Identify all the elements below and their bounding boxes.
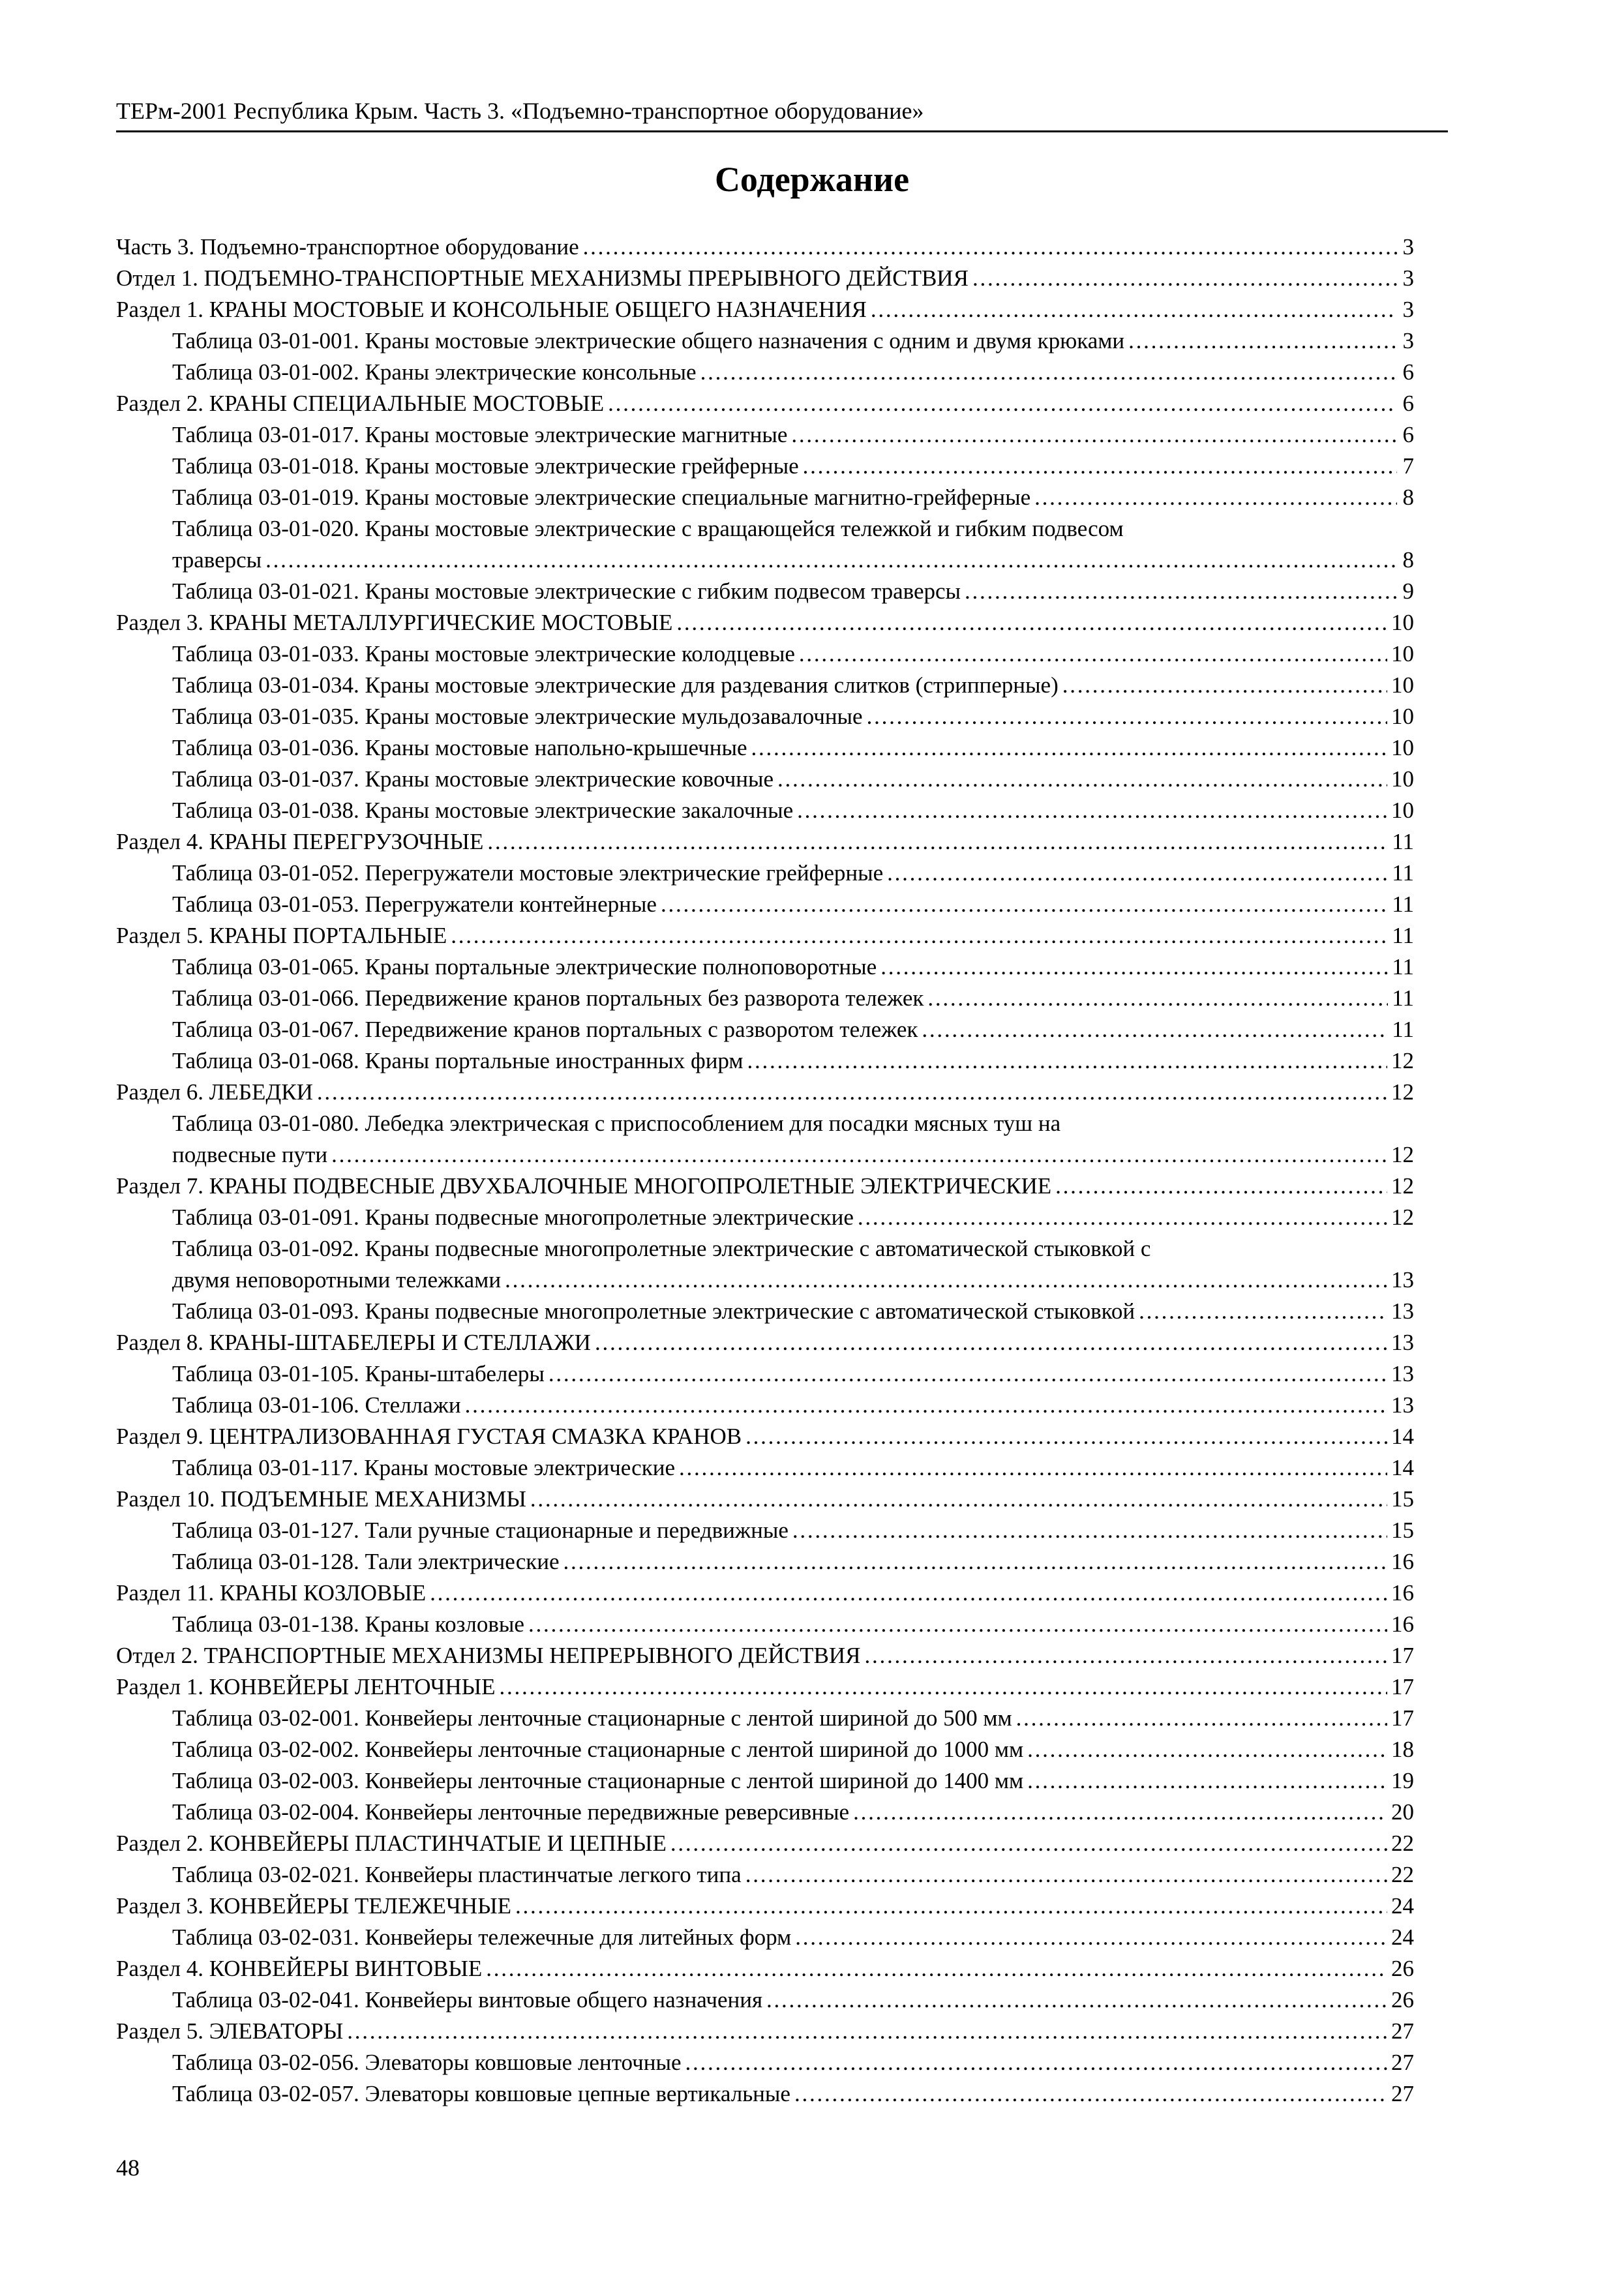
toc-entry-label: Раздел 2. КРАНЫ СПЕЦИАЛЬНЫЕ МОСТОВЫЕ — [116, 391, 605, 416]
toc-table-entry[interactable] — [116, 1797, 1414, 1828]
toc-page-number: 11 — [1392, 829, 1414, 854]
dot-leader — [965, 576, 1397, 607]
toc-entry-label: Таблица 03-01-038. Краны мостовые электрические закалочные — [172, 798, 794, 823]
toc-entry-label: Раздел 10. ПОДЪЕМНЫЕ МЕХАНИЗМЫ — [116, 1486, 526, 1512]
dot-leader — [1027, 1734, 1387, 1765]
toc-page-number: 24 — [1391, 1924, 1414, 1950]
toc-page-number: 13 — [1391, 1267, 1414, 1293]
dot-leader — [487, 826, 1388, 858]
toc-page-number: 10 — [1391, 672, 1414, 698]
dot-leader — [583, 232, 1397, 263]
toc-entry-label: Таблица 03-01-138. Краны козловые — [172, 1611, 524, 1637]
toc-table-entry-continuation[interactable] — [116, 1139, 1414, 1171]
toc-page-number: 7 — [1402, 453, 1414, 479]
dot-leader — [745, 1421, 1387, 1452]
toc-table-entry[interactable] — [116, 1984, 1414, 2016]
dot-leader — [265, 545, 1397, 576]
toc-table-entry[interactable] — [116, 701, 1414, 732]
dot-leader — [331, 1139, 1387, 1171]
dot-leader — [465, 1390, 1387, 1421]
toc-entry-label: Таблица 03-01-105. Краны-штабелеры — [172, 1361, 545, 1386]
toc-table-entry[interactable] — [116, 670, 1414, 701]
toc-heading[interactable] — [116, 826, 1414, 858]
dot-leader — [795, 1922, 1387, 1953]
toc-table-entry[interactable] — [116, 1108, 1414, 1139]
toc-heading[interactable] — [116, 607, 1414, 638]
toc-page-number: 3 — [1402, 328, 1414, 353]
dot-leader — [685, 2047, 1387, 2078]
toc-page-number: 12 — [1391, 1079, 1414, 1105]
toc-table-entry[interactable] — [116, 419, 1414, 451]
toc-heading[interactable] — [116, 1828, 1414, 1859]
toc-entry-label: Раздел 3. КРАНЫ МЕТАЛЛУРГИЧЕСКИЕ МОСТОВЫЕ — [116, 610, 673, 635]
toc-entry-label: Таблица 03-01-092. Краны подвесные многопролетные электрические с автоматической стыковкой с — [172, 1236, 1151, 1261]
toc-page-number: 9 — [1402, 578, 1414, 604]
toc-table-entry[interactable] — [116, 1734, 1414, 1765]
toc-entry-label: Таблица 03-01-019. Краны мостовые электрические специальные магнитно-грейферные — [172, 485, 1031, 510]
toc-entry-label: Раздел 8. КРАНЫ-ШТАБЕЛЕРЫ И СТЕЛЛАЖИ — [116, 1330, 591, 1355]
toc-entry-label: Таблица 03-02-031. Конвейеры тележечные для литейных форм — [172, 1924, 792, 1950]
toc-heading[interactable] — [116, 1640, 1414, 1671]
table-of-contents — [116, 232, 1414, 2110]
toc-page-number: 17 — [1391, 1674, 1414, 1699]
toc-heading[interactable] — [116, 1484, 1414, 1515]
toc-page-number: 8 — [1402, 485, 1414, 510]
dot-leader — [347, 2016, 1387, 2047]
toc-page-number: 6 — [1402, 359, 1414, 385]
toc-entry-label: Таблица 03-01-033. Краны мостовые электрические колодцевые — [172, 641, 795, 666]
toc-entry-label: Раздел 11. КРАНЫ КОЗЛОВЫЕ — [116, 1580, 427, 1606]
dot-leader — [777, 764, 1387, 795]
toc-table-entry[interactable] — [116, 1296, 1414, 1327]
dot-leader — [676, 607, 1387, 638]
toc-table-entry[interactable] — [116, 1859, 1414, 1891]
dot-leader — [530, 1484, 1387, 1515]
toc-page-number: 22 — [1391, 1862, 1414, 1887]
toc-entry-label: Таблица 03-02-041. Конвейеры винтовые общего назначения — [172, 1987, 763, 2012]
dot-leader — [1128, 325, 1397, 357]
toc-entry-label: Таблица 03-01-066. Передвижение кранов портальных без разворота тележек — [172, 985, 924, 1011]
dot-leader — [595, 1327, 1387, 1358]
toc-table-entry[interactable] — [116, 576, 1414, 607]
toc-page-number: 19 — [1391, 1768, 1414, 1793]
toc-page-number: 15 — [1391, 1518, 1414, 1543]
toc-table-entry[interactable] — [116, 513, 1414, 545]
toc-entry-label: Раздел 5. ЭЛЕВАТОРЫ — [116, 2018, 344, 2044]
toc-page-number: 26 — [1391, 1956, 1414, 1981]
dot-leader — [792, 1515, 1387, 1546]
toc-entry-label: Таблица 03-02-001. Конвейеры ленточные стационарные с лентой шириной до 500 мм — [172, 1705, 1012, 1731]
toc-entry-label: Раздел 5. КРАНЫ ПОРТАЛЬНЫЕ — [116, 923, 447, 948]
page-title: Содержание — [714, 160, 910, 199]
toc-entry-label: Раздел 3. КОНВЕЙЕРЫ ТЕЛЕЖЕЧНЫЕ — [116, 1893, 511, 1919]
toc-page-number: 12 — [1391, 1048, 1414, 1073]
dot-leader — [858, 1202, 1387, 1233]
toc-heading[interactable] — [116, 1077, 1414, 1108]
dot-leader — [864, 1640, 1387, 1671]
toc-entry-label: Таблица 03-02-003. Конвейеры ленточные стационарные с лентой шириной до 1400 мм — [172, 1768, 1024, 1793]
toc-entry-label: Таблица 03-02-002. Конвейеры ленточные стационарные с лентой шириной до 1000 мм — [172, 1737, 1024, 1762]
toc-entry-label: Таблица 03-01-080. Лебедка электрическая с приспособлением для посадки мясных туш на — [172, 1111, 1061, 1136]
toc-entry-label: Отдел 1. ПОДЪЕМНО-ТРАНСПОРТНЫЕ МЕХАНИЗМЫ ПРЕРЫВНОГО ДЕЙСТВИЯ — [116, 265, 969, 291]
toc-table-entry[interactable] — [116, 1452, 1414, 1484]
toc-entry-label: Таблица 03-01-021. Краны мостовые электрические с гибким подвесом траверсы — [172, 578, 961, 604]
toc-entry-label: Таблица 03-02-021. Конвейеры пластинчатые легкого типа — [172, 1862, 742, 1887]
toc-entry-label: Таблица 03-01-117. Краны мостовые электрические — [172, 1455, 675, 1480]
dot-leader — [853, 1797, 1387, 1828]
toc-page-number: 3 — [1402, 297, 1414, 322]
dot-leader — [1034, 482, 1397, 513]
toc-table-entry[interactable] — [116, 795, 1414, 826]
toc-entry-label: Таблица 03-01-093. Краны подвесные многопролетные электрические с автоматической стыковкой — [172, 1298, 1135, 1324]
dot-leader — [871, 294, 1397, 325]
toc-page-number: 3 — [1402, 234, 1414, 260]
dot-leader — [1016, 1703, 1387, 1734]
dot-leader — [564, 1546, 1388, 1578]
toc-table-entry[interactable] — [116, 983, 1414, 1014]
toc-page-number: 14 — [1391, 1424, 1414, 1449]
toc-page-number: 16 — [1391, 1611, 1414, 1637]
toc-entry-label-continuation: двумя неповоротными тележками — [172, 1267, 502, 1293]
toc-page-number: 11 — [1392, 923, 1414, 948]
toc-heading[interactable] — [116, 1891, 1414, 1922]
toc-entry-label-continuation: подвесные пути — [172, 1142, 328, 1167]
toc-heading[interactable] — [116, 1421, 1414, 1452]
toc-entry-label: Раздел 2. КОНВЕЙЕРЫ ПЛАСТИНЧАТЫЕ И ЦЕПНЫЕ — [116, 1831, 667, 1856]
toc-page-number: 11 — [1392, 985, 1414, 1011]
toc-page-number: 17 — [1391, 1643, 1414, 1668]
toc-table-entry[interactable] — [116, 1515, 1414, 1546]
dot-leader — [700, 357, 1397, 388]
dot-leader — [528, 1609, 1387, 1640]
dot-leader — [972, 263, 1397, 294]
toc-page-number: 27 — [1391, 2050, 1414, 2075]
toc-table-entry[interactable] — [116, 732, 1414, 764]
toc-page-number: 6 — [1402, 391, 1414, 416]
toc-table-entry[interactable] — [116, 1546, 1414, 1578]
dot-leader — [791, 419, 1397, 451]
toc-heading[interactable] — [116, 1578, 1414, 1609]
toc-entry-label: Таблица 03-01-035. Краны мостовые электрические мульдозавалочные — [172, 704, 863, 729]
dot-leader — [867, 701, 1387, 732]
toc-entry-label: Раздел 1. КРАНЫ МОСТОВЫЕ И КОНСОЛЬНЫЕ ОБЩЕГО НАЗНАЧЕНИЯ — [116, 297, 867, 322]
toc-entry-label: Таблица 03-01-106. Стеллажи — [172, 1392, 461, 1418]
dot-leader — [549, 1358, 1387, 1390]
dot-leader — [1139, 1296, 1387, 1327]
dot-leader — [1027, 1765, 1387, 1797]
toc-page-number: 10 — [1391, 610, 1414, 635]
dot-leader — [451, 920, 1388, 951]
toc-page-number: 14 — [1391, 1455, 1414, 1480]
toc-page-number: 12 — [1391, 1173, 1414, 1199]
toc-heading[interactable] — [116, 388, 1414, 419]
toc-page-number: 6 — [1402, 422, 1414, 447]
toc-heading[interactable] — [116, 1953, 1414, 1984]
dot-leader — [794, 2078, 1387, 2110]
toc-page-number: 11 — [1392, 891, 1414, 917]
toc-table-entry[interactable] — [116, 2078, 1414, 2110]
dot-leader — [670, 1828, 1387, 1859]
toc-table-entry[interactable] — [116, 1358, 1414, 1390]
dot-leader — [922, 1014, 1388, 1045]
toc-page-number: 13 — [1391, 1361, 1414, 1386]
toc-entry-label: Раздел 7. КРАНЫ ПОДВЕСНЫЕ ДВУХБАЛОЧНЫЕ МНОГОПРОЛЕТНЫЕ ЭЛЕКТРИЧЕСКИЕ — [116, 1173, 1052, 1199]
toc-page-number: 26 — [1391, 1987, 1414, 2012]
toc-table-entry[interactable] — [116, 1922, 1414, 1953]
toc-table-entry[interactable] — [116, 2047, 1414, 2078]
toc-page-number: 20 — [1391, 1799, 1414, 1825]
dot-leader — [880, 951, 1388, 983]
dot-leader — [505, 1264, 1387, 1296]
toc-entry-label: Раздел 4. КОНВЕЙЕРЫ ВИНТОВЫЕ — [116, 1956, 483, 1981]
running-header: ТЕРм-2001 Республика Крым. Часть 3. «Подъемно-транспортное оборудование» — [116, 98, 924, 124]
toc-entry-label: Раздел 6. ЛЕБЕДКИ — [116, 1079, 313, 1105]
toc-page-number: 17 — [1391, 1705, 1414, 1731]
toc-page-number: 22 — [1391, 1831, 1414, 1856]
dot-leader — [430, 1578, 1387, 1609]
toc-page-number: 11 — [1392, 1017, 1414, 1042]
toc-entry-label: Таблица 03-01-001. Краны мостовые электрические общего назначения с одним и двумя крюками — [172, 328, 1125, 353]
toc-table-entry[interactable] — [116, 858, 1414, 889]
toc-entry-label: Таблица 03-01-020. Краны мостовые электрические с вращающейся тележкой и гибким подвесом — [172, 516, 1124, 541]
dot-leader — [1062, 670, 1387, 701]
toc-table-entry[interactable] — [116, 1609, 1414, 1640]
dot-leader — [745, 1859, 1387, 1891]
toc-entry-label: Таблица 03-01-018. Краны мостовые электрические грейферные — [172, 453, 799, 479]
toc-table-entry[interactable] — [116, 1045, 1414, 1077]
toc-heading[interactable] — [116, 2016, 1414, 2047]
dot-leader — [1055, 1171, 1387, 1202]
toc-entry-label: Таблица 03-01-053. Перегружатели контейнерные — [172, 891, 657, 917]
toc-table-entry[interactable] — [116, 357, 1414, 388]
toc-entry-label: Таблица 03-01-017. Краны мостовые электрические магнитные — [172, 422, 788, 447]
dot-leader — [486, 1953, 1387, 1984]
toc-page-number: 15 — [1391, 1486, 1414, 1512]
toc-entry-label: Таблица 03-01-037. Краны мостовые электрические ковочные — [172, 766, 774, 792]
dot-leader — [500, 1671, 1387, 1703]
toc-page-number: 10 — [1391, 704, 1414, 729]
toc-page-number: 10 — [1391, 798, 1414, 823]
toc-entry-label: Таблица 03-02-004. Конвейеры ленточные передвижные реверсивные — [172, 1799, 850, 1825]
toc-entry-label: Таблица 03-01-065. Краны портальные электрические полноповоротные — [172, 954, 877, 980]
header-rule — [116, 130, 1448, 132]
toc-table-entry[interactable] — [116, 1703, 1414, 1734]
toc-table-entry[interactable] — [116, 951, 1414, 983]
toc-table-entry-continuation[interactable] — [116, 545, 1414, 576]
dot-leader — [747, 1045, 1387, 1077]
toc-table-entry[interactable] — [116, 1390, 1414, 1421]
toc-page-number: 24 — [1391, 1893, 1414, 1919]
toc-entry-label: Отдел 2. ТРАНСПОРТНЫЕ МЕХАНИЗМЫ НЕПРЕРЫВНОГО ДЕЙСТВИЯ — [116, 1643, 861, 1668]
toc-heading[interactable] — [116, 1671, 1414, 1703]
toc-heading[interactable] — [116, 1171, 1414, 1202]
toc-page-number: 3 — [1402, 265, 1414, 291]
toc-page-number: 18 — [1391, 1737, 1414, 1762]
toc-entry-label: Часть 3. Подъемно-транспортное оборудование — [116, 234, 579, 260]
dot-leader — [679, 1452, 1387, 1484]
toc-entry-label: Таблица 03-01-052. Перегружатели мостовые электрические грейферные — [172, 860, 884, 886]
toc-entry-label: Таблица 03-01-091. Краны подвесные многопролетные электрические — [172, 1204, 854, 1230]
toc-page-number: 8 — [1402, 547, 1414, 573]
toc-entry-label: Таблица 03-01-034. Краны мостовые электрические для раздевания слитков (стрипперные) — [172, 672, 1059, 698]
dot-leader — [927, 983, 1388, 1014]
toc-entry-label: Раздел 1. КОНВЕЙЕРЫ ЛЕНТОЧНЫЕ — [116, 1674, 496, 1699]
toc-table-entry[interactable] — [116, 325, 1414, 357]
dot-leader — [803, 451, 1397, 482]
toc-entry-label: Таблица 03-01-036. Краны мостовые напольно-крышечные — [172, 735, 747, 760]
dot-leader — [317, 1077, 1387, 1108]
dot-leader — [797, 795, 1387, 826]
toc-entry-label: Таблица 03-02-057. Элеваторы ковшовые цепные вертикальные — [172, 2081, 790, 2106]
toc-table-entry[interactable] — [116, 482, 1414, 513]
dot-leader — [515, 1891, 1387, 1922]
toc-table-entry[interactable] — [116, 1765, 1414, 1797]
toc-entry-label: Таблица 03-01-068. Краны портальные иностранных фирм — [172, 1048, 744, 1073]
toc-table-entry[interactable] — [116, 1233, 1414, 1264]
dot-leader — [608, 388, 1397, 419]
toc-page-number: 11 — [1392, 860, 1414, 886]
toc-entry-label: Таблица 03-02-056. Элеваторы ковшовые ленточные — [172, 2050, 682, 2075]
toc-table-entry[interactable] — [116, 638, 1414, 670]
toc-entry-label: Раздел 4. КРАНЫ ПЕРЕГРУЗОЧНЫЕ — [116, 829, 484, 854]
dot-leader — [887, 858, 1388, 889]
dot-leader — [661, 889, 1388, 920]
toc-table-entry[interactable] — [116, 451, 1414, 482]
toc-table-entry[interactable] — [116, 889, 1414, 920]
toc-entry-label: Раздел 9. ЦЕНТРАЛИЗОВАННАЯ ГУСТАЯ СМАЗКА КРАНОВ — [116, 1424, 742, 1449]
toc-entry-label: Таблица 03-01-067. Передвижение кранов портальных с разворотом тележек — [172, 1017, 918, 1042]
toc-page-number: 27 — [1391, 2081, 1414, 2106]
toc-entry-label-continuation: траверсы — [172, 547, 262, 573]
toc-page-number: 27 — [1391, 2018, 1414, 2044]
toc-page-number: 13 — [1391, 1392, 1414, 1418]
toc-heading[interactable] — [116, 232, 1414, 263]
toc-heading[interactable] — [116, 920, 1414, 951]
toc-page-number: 12 — [1391, 1142, 1414, 1167]
toc-page-number: 12 — [1391, 1204, 1414, 1230]
toc-table-entry[interactable] — [116, 1202, 1414, 1233]
toc-table-entry[interactable] — [116, 764, 1414, 795]
toc-page-number: 11 — [1392, 954, 1414, 980]
dot-leader — [799, 638, 1387, 670]
toc-page-number: 10 — [1391, 641, 1414, 666]
dot-leader — [751, 732, 1388, 764]
toc-entry-label: Таблица 03-01-002. Краны электрические консольные — [172, 359, 697, 385]
toc-heading[interactable] — [116, 263, 1414, 294]
toc-table-entry[interactable] — [116, 1014, 1414, 1045]
toc-table-entry-continuation[interactable] — [116, 1264, 1414, 1296]
toc-page-number: 13 — [1391, 1298, 1414, 1324]
dot-leader — [766, 1984, 1387, 2016]
toc-page-number: 10 — [1391, 735, 1414, 760]
toc-entry-label: Таблица 03-01-127. Тали ручные стационарные и передвижные — [172, 1518, 789, 1543]
toc-page-number: 10 — [1391, 766, 1414, 792]
toc-heading[interactable] — [116, 294, 1414, 325]
toc-heading[interactable] — [116, 1327, 1414, 1358]
page-number: 48 — [116, 2155, 140, 2181]
toc-entry-label: Таблица 03-01-128. Тали электрические — [172, 1549, 560, 1574]
toc-page-number: 16 — [1391, 1580, 1414, 1606]
toc-page-number: 13 — [1391, 1330, 1414, 1355]
toc-page-number: 16 — [1391, 1549, 1414, 1574]
